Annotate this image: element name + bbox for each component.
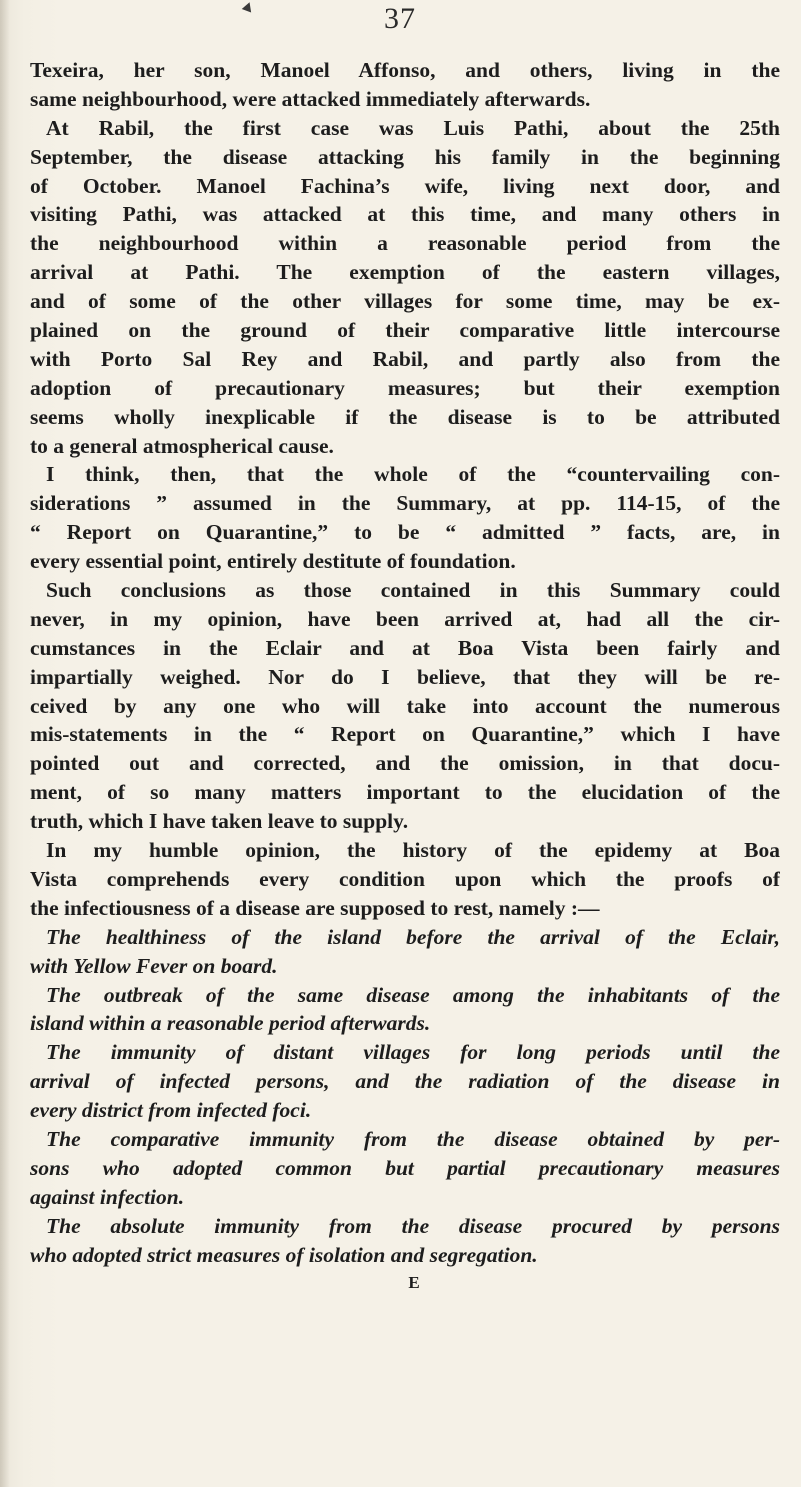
text-line: adoption of precautionary measures; but their exemption (30, 375, 780, 400)
text-line: Vista comprehends every condition upon which the proofs of (30, 866, 780, 891)
text-line: with Yellow Fever on board. (30, 953, 278, 978)
gutter-shadow (0, 0, 10, 1487)
text-line: who adopted strict measures of isolation and segregation. (30, 1242, 538, 1267)
text-line: island within a reasonable period afterwards. (30, 1011, 431, 1036)
text-line: and of some of the other villages for some time, may be ex- (30, 289, 780, 314)
text-line: The comparative immunity from the disease obtained by per- (46, 1126, 780, 1151)
text-line: mis-statements in the “ Report on Quarantine,” which I have (30, 722, 780, 747)
text-line: every essential point, entirely destitute of foundation. (30, 549, 516, 574)
text-line: The immunity of distant villages for long periods until the (46, 1040, 780, 1065)
text-line: The healthiness of the island before the arrival of the Eclair, (46, 924, 780, 949)
text-line: arrival at Pathi. The exemption of the eastern villages, (30, 260, 780, 285)
body-text (30, 56, 780, 1297)
text-line: pointed out and corrected, and the omission, in that docu- (30, 751, 780, 776)
text-line: September, the disease attacking his family in the beginning (30, 144, 780, 169)
text-line: Texeira, her son, Manoel Affonso, and others, living in the (30, 58, 780, 82)
text-line: every district from infected foci. (30, 1098, 312, 1123)
text-line: plained on the ground of their comparative little intercourse (30, 318, 780, 343)
text-line: arrival of infected persons, and the radiation of the disease in (30, 1069, 780, 1094)
text-line: to a general atmospherical cause. (30, 433, 334, 458)
page-number: 37 (384, 2, 416, 35)
text-line: ceived by any one who will take into account the numerous (30, 693, 780, 718)
text-line: The absolute immunity from the disease procured by persons (46, 1213, 780, 1238)
text-line: seems wholly inexplicable if the disease is to be attributed (30, 404, 780, 429)
text-line: of October. Manoel Fachina’s wife, living next door, and (30, 173, 780, 198)
text-line: I think, then, that the whole of the “countervailing con- (46, 462, 780, 487)
text-line: the neighbourhood within a reasonable period from the (30, 231, 780, 256)
text-line: “ Report on Quarantine,” to be “ admitted ” facts, are, in (30, 520, 780, 545)
text-line: impartially weighed. Nor do I believe, that they will be re- (30, 664, 780, 689)
text-line: sons who adopted common but partial precautionary measures (30, 1155, 780, 1180)
text-line: with Porto Sal Rey and Rabil, and partly also from the (30, 346, 780, 371)
text-line: against infection. (30, 1184, 185, 1209)
text-line: The outbreak of the same disease among the inhabitants of the (46, 982, 780, 1007)
text-line: the infectiousness of a disease are supposed to rest, namely :— (30, 895, 600, 920)
text-line: siderations ” assumed in the Summary, at pp. 114-15, of the (30, 491, 780, 516)
text-line: truth, which I have taken leave to supply. (30, 809, 409, 834)
text-line: never, in my opinion, have been arrived at, had all the cir- (30, 606, 780, 631)
signature-mark: E (408, 1273, 420, 1293)
text-line: same neighbourhood, were attacked immediately afterwards. (30, 86, 591, 111)
printers-mark-icon (242, 1, 254, 13)
text-line: At Rabil, the first case was Luis Pathi, about the 25th (46, 115, 780, 140)
text-line: cumstances in the Eclair and at Boa Vista been fairly and (30, 635, 780, 660)
text-line: In my humble opinion, the history of the epidemy at Boa (46, 838, 780, 863)
text-line: ment, of so many matters important to the elucidation of the (30, 780, 780, 805)
text-line: Such conclusions as those contained in this Summary could (46, 578, 780, 603)
text-line: visiting Pathi, was attacked at this time, and many others in (30, 202, 780, 227)
